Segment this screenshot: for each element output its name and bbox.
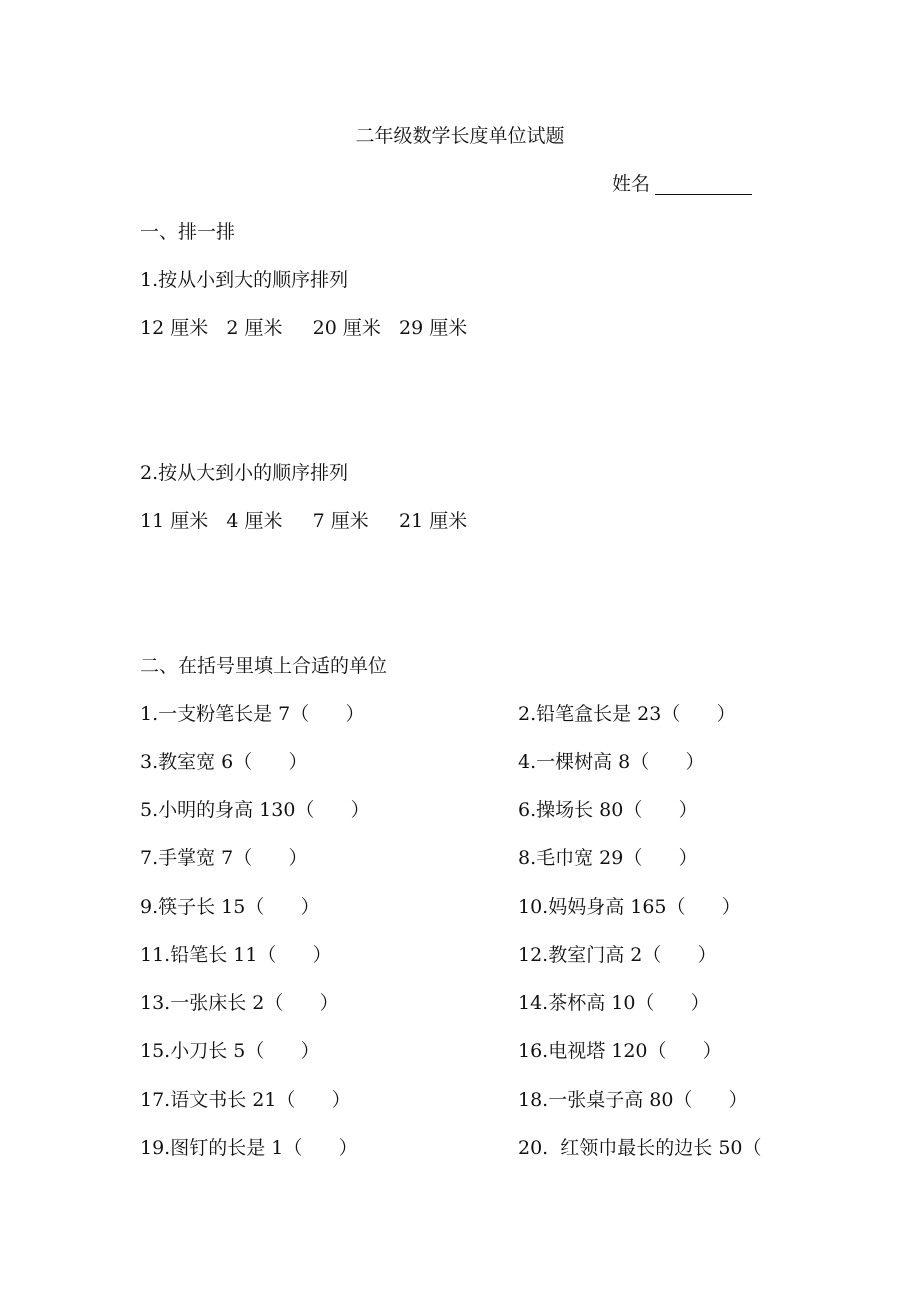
fill-item: 2.铅笔盒长是 23（ ） [518, 703, 736, 725]
fill-item: 7.手掌宽 7（ ） [140, 847, 308, 869]
q1-values: 12 厘米 2 厘米 20 厘米 29 厘米 [140, 317, 468, 339]
fill-item: 12.教室门高 2（ ） [518, 944, 717, 966]
fill-item: 10.妈妈身高 165（ ） [518, 896, 741, 918]
fill-item: 14.茶杯高 10（ ） [518, 992, 710, 1014]
name-label: 姓名 [612, 173, 651, 195]
q2-prompt: 2.按从大到小的顺序排列 [140, 462, 349, 484]
worksheet-title: 二年级数学长度单位试题 [355, 125, 565, 147]
fill-item: 3.教室宽 6（ ） [140, 751, 308, 773]
fill-item: 18.一张桌子高 80（ ） [518, 1089, 748, 1111]
fill-item: 5.小明的身高 130（ ） [140, 799, 370, 821]
fill-item: 13.一张床长 2（ ） [140, 992, 339, 1014]
section2-heading: 二、在括号里填上合适的单位 [140, 655, 388, 677]
fill-item: 1.一支粉笔长是 7（ ） [140, 703, 365, 725]
section1-heading: 一、排一排 [140, 221, 236, 243]
fill-item: 20. 红领巾最长的边长 50（ [518, 1137, 762, 1159]
fill-item: 6.操场长 80（ ） [518, 799, 698, 821]
fill-item: 19.图钉的长是 1（ ） [140, 1137, 358, 1159]
fill-item: 15.小刀长 5（ ） [140, 1040, 320, 1062]
q2-values: 11 厘米 4 厘米 7 厘米 21 厘米 [140, 510, 468, 532]
fill-item: 9.筷子长 15（ ） [140, 896, 320, 918]
name-blank-line [655, 194, 752, 195]
fill-item: 11.铅笔长 11（ ） [140, 944, 332, 966]
fill-item: 16.电视塔 120（ ） [518, 1040, 722, 1062]
fill-item: 8.毛巾宽 29（ ） [518, 847, 698, 869]
fill-item: 4.一棵树高 8（ ） [518, 751, 705, 773]
q1-prompt: 1.按从小到大的顺序排列 [140, 269, 349, 291]
fill-item: 17.语文书长 21（ ） [140, 1089, 351, 1111]
